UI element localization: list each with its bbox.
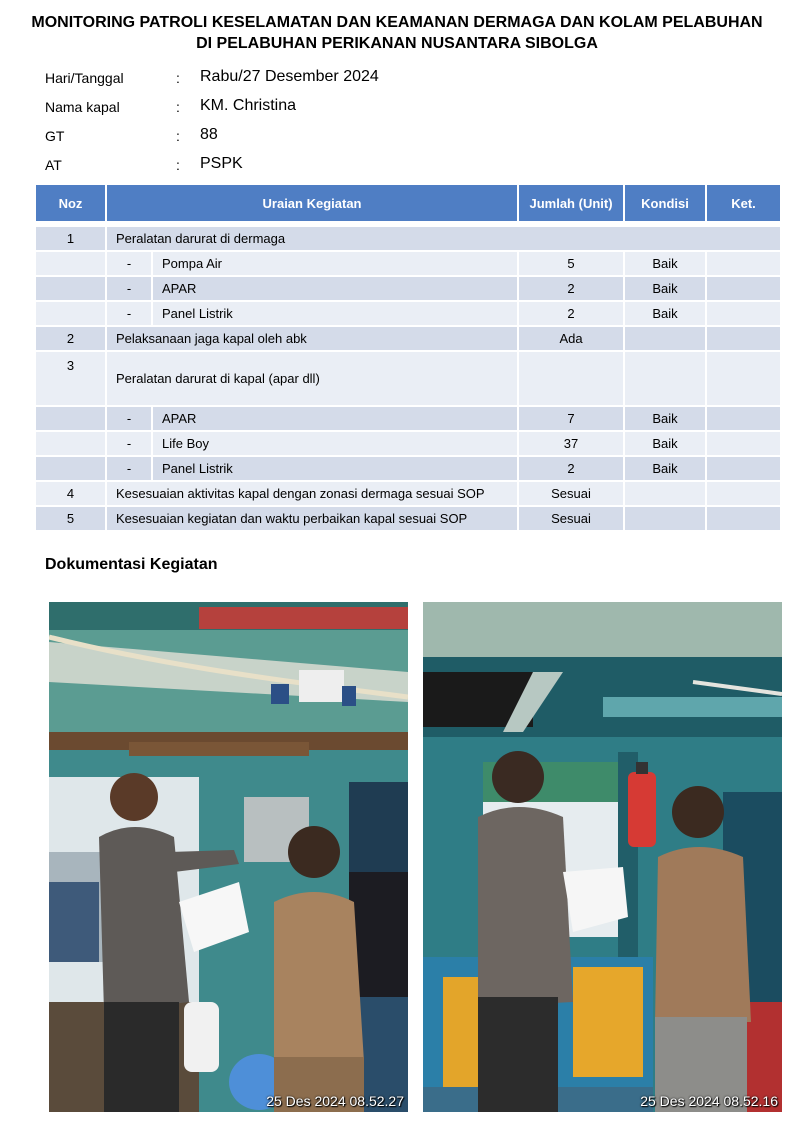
row-item: Life Boy — [152, 431, 518, 456]
table-row — [36, 276, 780, 301]
table-row — [36, 326, 780, 351]
row-condition: Baik — [624, 301, 706, 326]
patrol-table — [36, 185, 780, 530]
row-quantity: Sesuai — [518, 506, 624, 530]
row-item: Panel Listrik — [152, 456, 518, 481]
gt-value: 88 — [200, 126, 218, 143]
colon: : — [176, 128, 180, 144]
row-quantity: 2 — [518, 276, 624, 301]
row-condition: Baik — [624, 406, 706, 431]
title-line-1: MONITORING PATROLI KESELAMATAN DAN KEAMANAN DERMAGA DAN KOLAM PELABUHAN — [31, 14, 763, 31]
colon: : — [176, 70, 180, 86]
row-description: Kesesuaian aktivitas kapal dengan zonasi dermaga sesuai SOP — [106, 481, 518, 506]
row-item: Pompa Air — [152, 251, 518, 276]
row-condition: Baik — [624, 456, 706, 481]
row-description: Peralatan darurat di dermaga — [106, 226, 780, 251]
title-line-2: DI PELABUHAN PERIKANAN NUSANTARA SIBOLGA — [196, 35, 598, 52]
row-number: 5 — [36, 506, 106, 530]
gt-label: GT — [45, 128, 65, 144]
date-value: Rabu/27 Desember 2024 — [200, 68, 379, 85]
row-dash: - — [106, 301, 152, 326]
table-row — [36, 251, 780, 276]
row-quantity: 2 — [518, 456, 624, 481]
info-row-ship — [45, 95, 645, 124]
info-row-date — [45, 66, 645, 95]
at-label: AT — [45, 157, 62, 173]
row-condition: Baik — [624, 431, 706, 456]
documentation-photo-1 — [49, 602, 408, 1112]
ship-value: KM. Christina — [200, 97, 297, 114]
colon: : — [176, 99, 180, 115]
row-number: 2 — [36, 326, 106, 351]
row-dash: - — [106, 251, 152, 276]
row-number: 3 — [36, 351, 106, 406]
row-quantity: 7 — [518, 406, 624, 431]
document-title — [0, 12, 794, 54]
row-quantity: Ada — [518, 326, 624, 351]
row-dash: - — [106, 431, 152, 456]
table-header-row — [36, 185, 780, 221]
row-condition: Baik — [624, 251, 706, 276]
row-quantity: 2 — [518, 301, 624, 326]
header-description: Uraian Kegiatan — [106, 185, 518, 221]
row-dash: - — [106, 406, 152, 431]
table-row — [36, 481, 780, 506]
row-quantity: Sesuai — [518, 481, 624, 506]
row-dash: - — [106, 456, 152, 481]
row-quantity: 37 — [518, 431, 624, 456]
table-row — [36, 226, 780, 251]
header-quantity: Jumlah (Unit) — [518, 185, 624, 221]
table-row — [36, 301, 780, 326]
header-no: Noz — [36, 185, 106, 221]
header-notes: Ket. — [706, 185, 780, 221]
colon: : — [176, 157, 180, 173]
at-value: PSPK — [200, 155, 243, 172]
photo-1-timestamp: 25 Des 2024 08.52.27 — [266, 1093, 404, 1109]
documentation-photo-2 — [423, 602, 782, 1112]
table-row — [36, 456, 780, 481]
row-description: Kesesuaian kegiatan dan waktu perbaikan kapal sesuai SOP — [106, 506, 518, 530]
info-row-at — [45, 153, 645, 182]
row-item: Panel Listrik — [152, 301, 518, 326]
table-row — [36, 406, 780, 431]
table-row — [36, 431, 780, 456]
row-number: 4 — [36, 481, 106, 506]
info-row-gt — [45, 124, 645, 153]
row-description: Pelaksanaan jaga kapal oleh abk — [106, 326, 518, 351]
header-condition: Kondisi — [624, 185, 706, 221]
documentation-heading: Dokumentasi Kegiatan — [45, 556, 218, 573]
row-description: Peralatan darurat di kapal (apar dll) — [106, 351, 518, 406]
table-row — [36, 506, 780, 530]
row-quantity: 5 — [518, 251, 624, 276]
row-dash: - — [106, 276, 152, 301]
row-item: APAR — [152, 406, 518, 431]
row-condition: Baik — [624, 276, 706, 301]
photo-2-timestamp: 25 Des 2024 08.52.16 — [640, 1093, 778, 1109]
ship-label: Nama kapal — [45, 99, 120, 115]
row-number: 1 — [36, 226, 106, 251]
info-block — [45, 66, 645, 182]
date-label: Hari/Tanggal — [45, 70, 124, 86]
row-item: APAR — [152, 276, 518, 301]
table-row — [36, 351, 780, 406]
